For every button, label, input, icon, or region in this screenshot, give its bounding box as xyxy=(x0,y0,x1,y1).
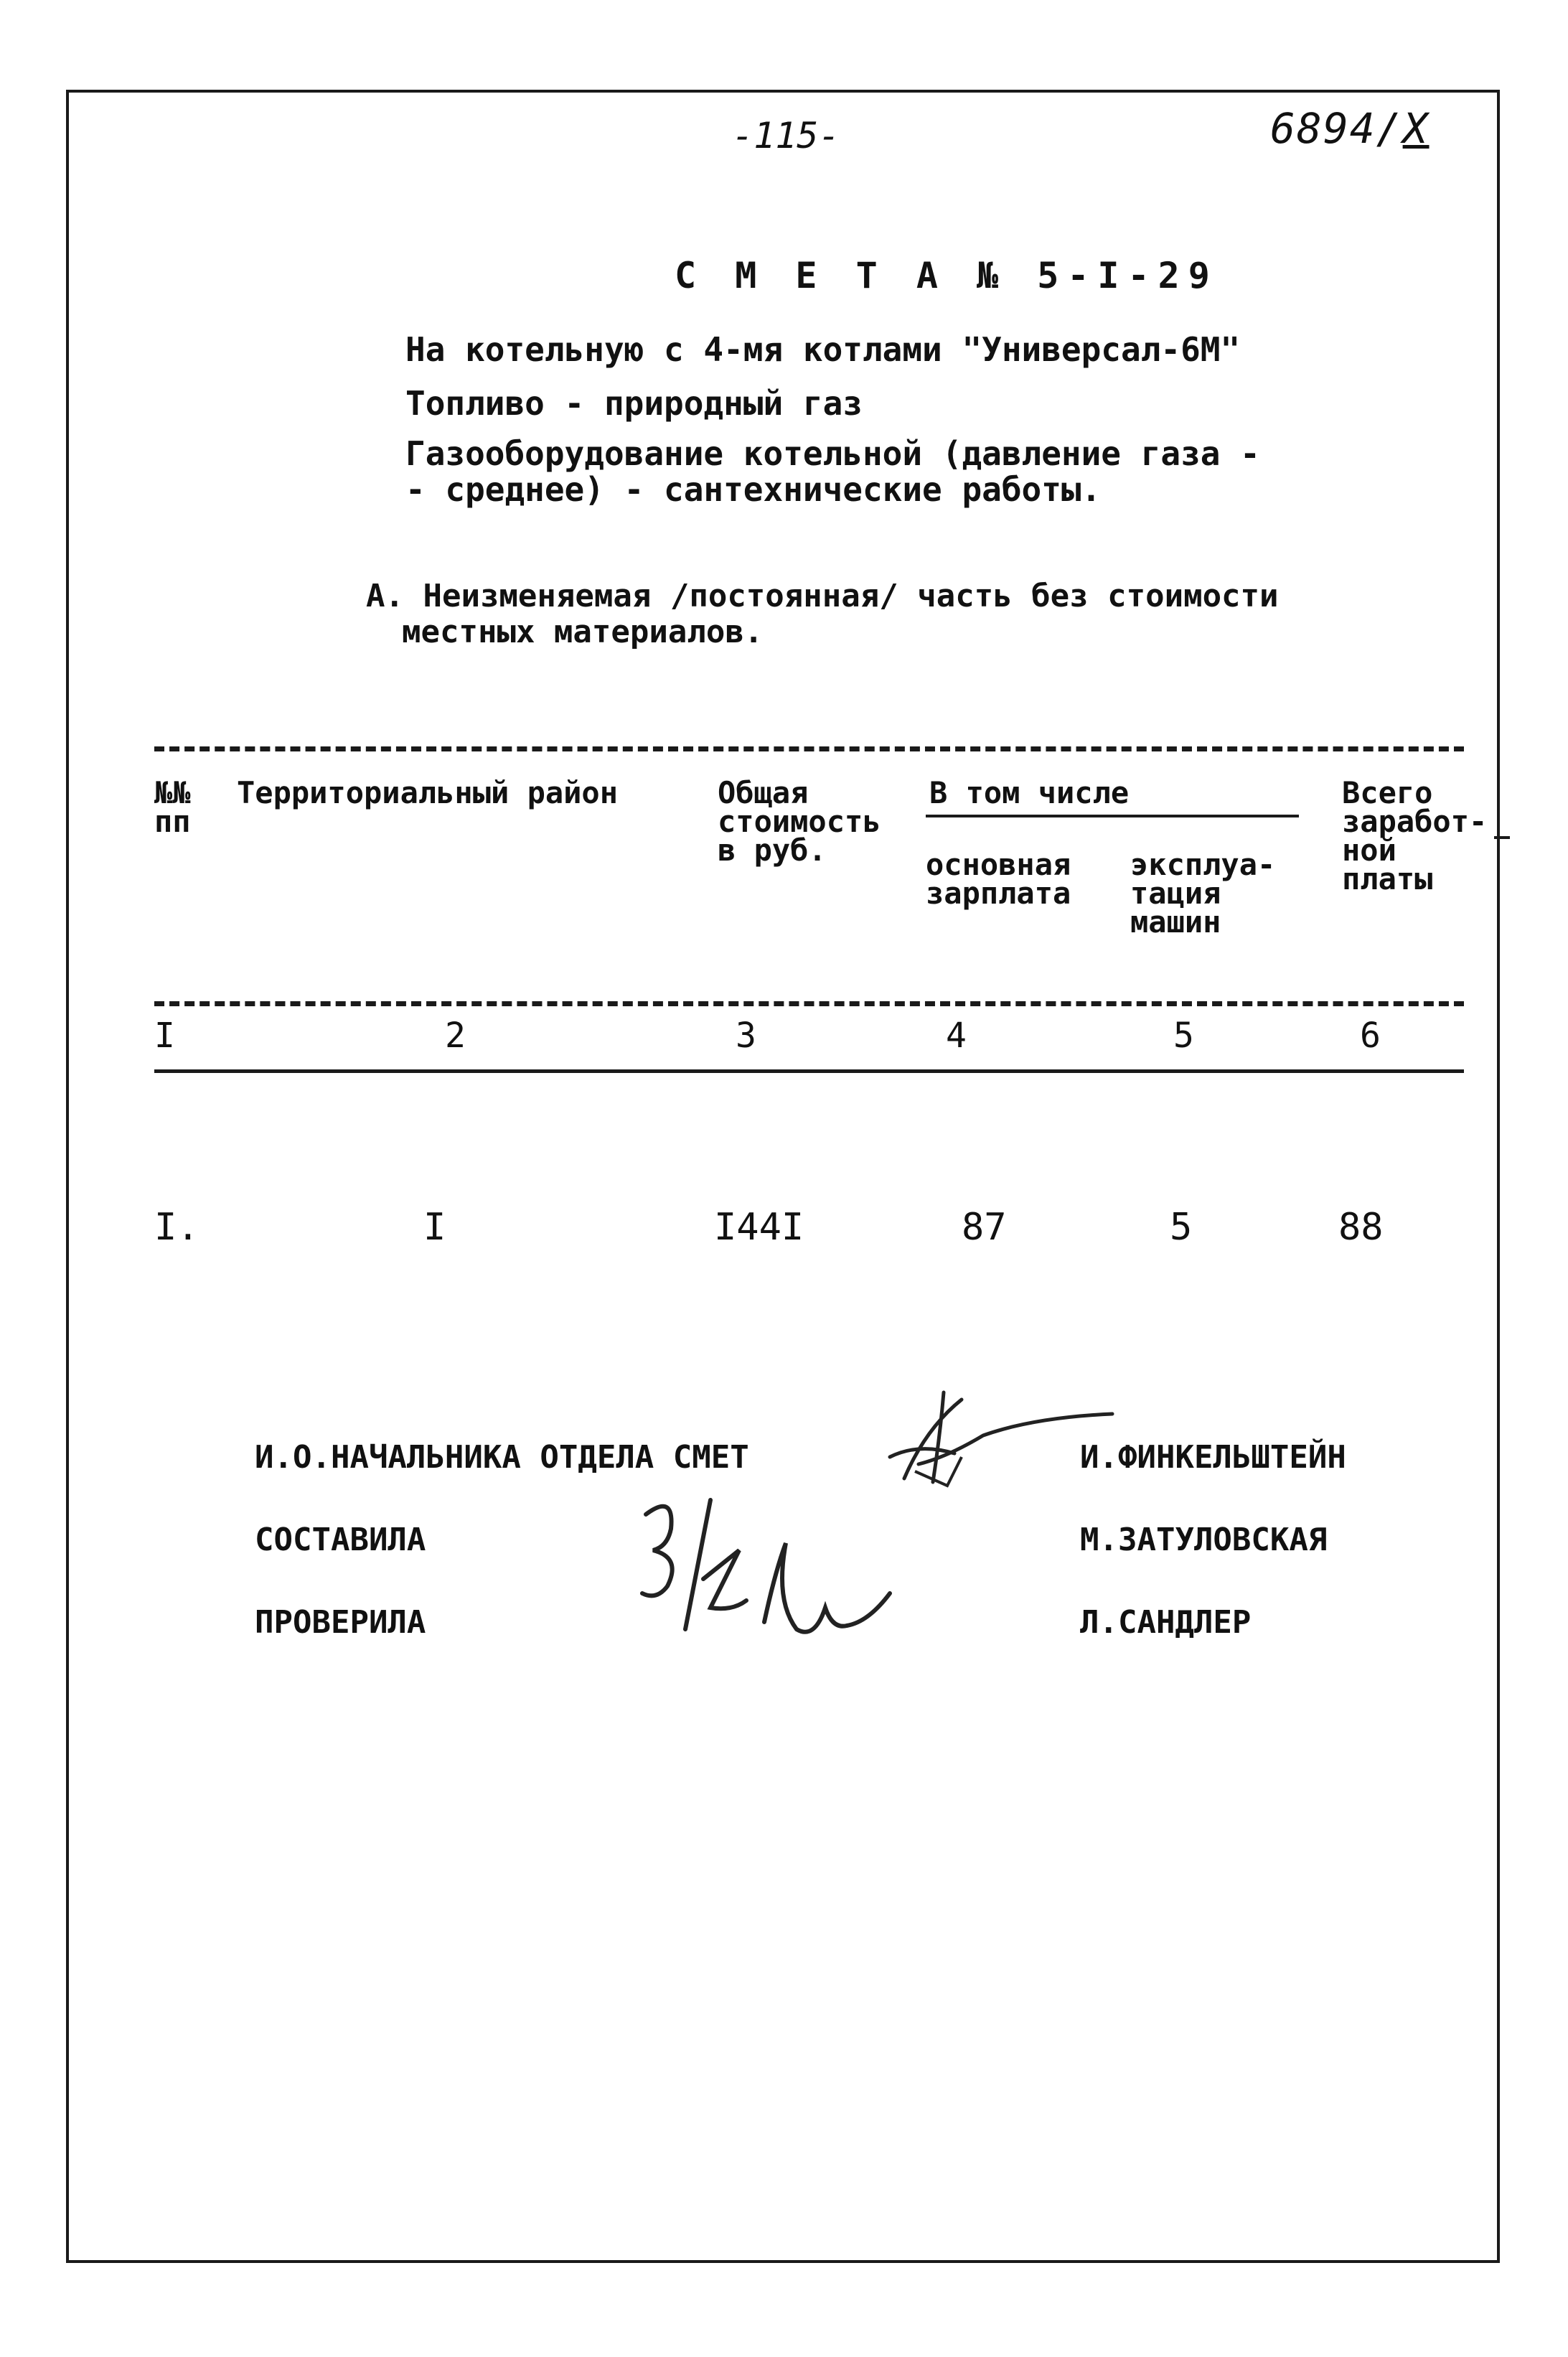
document-title: С М Е Т А № 5-I-29 xyxy=(675,255,1219,296)
archive-number: 6894/X xyxy=(1270,104,1429,153)
cell-num: I. xyxy=(154,1206,199,1249)
signature-role-1: И.О.НАЧАЛЬНИКА ОТДЕЛА СМЕТ xyxy=(255,1439,749,1476)
header-bottom-rule xyxy=(154,1001,1464,1006)
signature-name-3: Л.САНДЛЕР xyxy=(1080,1604,1252,1641)
signature-name-1: И.ФИНКЕЛЬШТЕЙН xyxy=(1080,1439,1346,1476)
section-line-1: А. Неизменяемая /постоянная/ часть без стоимости xyxy=(366,578,1279,614)
signature-name-2: М.ЗАТУЛОВСКАЯ xyxy=(1080,1522,1328,1558)
header-group-underline xyxy=(926,815,1299,817)
cell-basic-wage: 87 xyxy=(962,1206,1007,1249)
header-total-wage: Всего заработ- ной платы xyxy=(1342,775,1488,896)
subtitle-line-1: На котельную с 4-мя котлами "Универсал-6М" xyxy=(405,330,1241,369)
column-number-2: 2 xyxy=(445,1016,466,1056)
cell-total-cost: I44I xyxy=(714,1206,804,1249)
handwritten-signature-2 xyxy=(632,1486,904,1658)
table-top-rule xyxy=(154,746,1464,751)
handwritten-signature-1 xyxy=(875,1385,1134,1500)
subtitle-line-3: Газооборудование котельной (давление газа - xyxy=(405,434,1260,473)
header-group: В том числе xyxy=(929,775,1130,810)
column-number-rule xyxy=(154,1069,1464,1073)
column-number-3: 3 xyxy=(736,1016,756,1056)
column-number-4: 4 xyxy=(946,1016,967,1056)
header-tick xyxy=(1494,836,1510,839)
signature-role-2: СОСТАВИЛА xyxy=(255,1522,426,1558)
cell-machines: 5 xyxy=(1170,1206,1193,1249)
signature-role-3: ПРОВЕРИЛА xyxy=(255,1604,426,1641)
page-number: -115- xyxy=(732,115,840,156)
cell-district: I xyxy=(423,1206,446,1249)
header-basic-wage: основная зарплата xyxy=(926,847,1071,911)
column-number-5: 5 xyxy=(1173,1016,1194,1056)
header-machines: эксплуа- тация машин xyxy=(1130,847,1276,939)
cell-total-wage: 88 xyxy=(1338,1206,1384,1249)
header-district: Территориальный район xyxy=(237,775,619,810)
column-number-1: I xyxy=(154,1016,175,1056)
header-total-cost: Общая стоимость в руб. xyxy=(718,775,881,868)
subtitle-line-4: - среднее) - сантехнические работы. xyxy=(405,470,1102,509)
subtitle-line-2: Топливо - природный газ xyxy=(405,384,863,423)
column-number-6: 6 xyxy=(1360,1016,1381,1056)
section-line-2: местных материалов. xyxy=(402,614,764,650)
header-num: №№ пп xyxy=(154,775,191,839)
